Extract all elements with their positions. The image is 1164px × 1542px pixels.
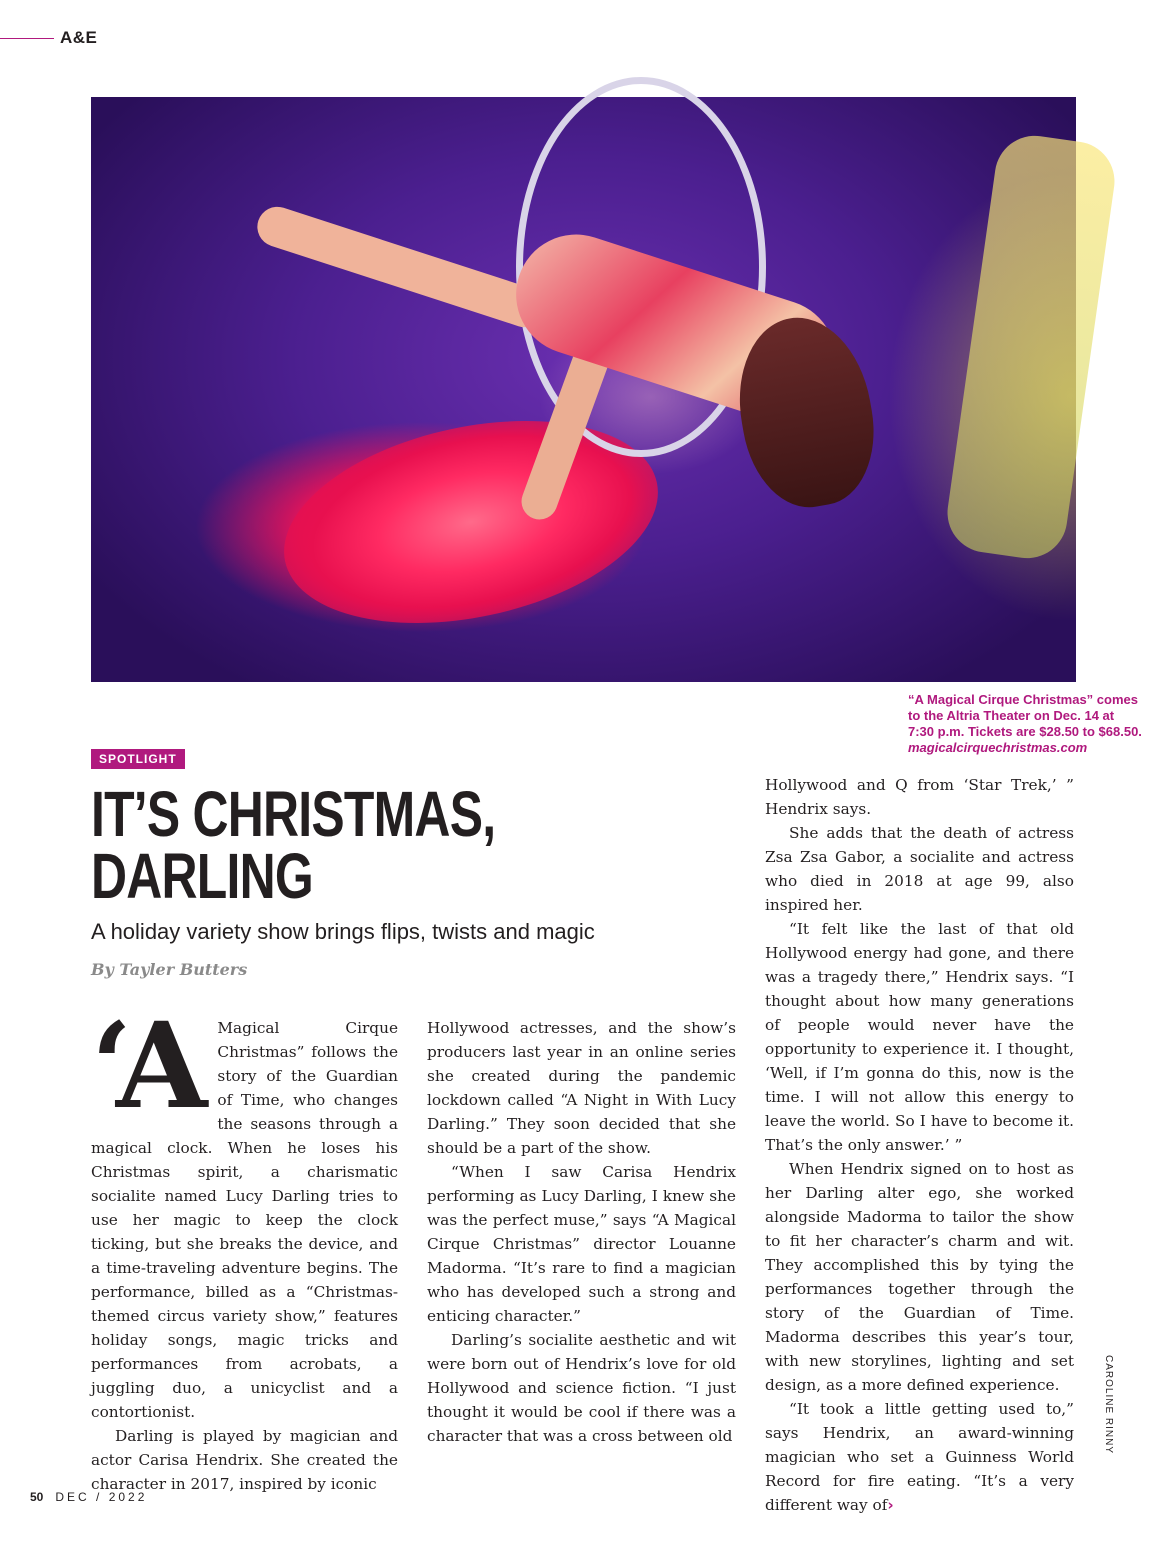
issue-date: DEC / 2022 xyxy=(55,1490,148,1504)
article-paragraph: Hollywood and Q from ‘Star Trek,’ ” Hendrix says. xyxy=(765,776,1074,818)
continue-arrow-icon[interactable]: › xyxy=(887,1496,894,1514)
section-rule xyxy=(0,38,54,39)
hero-photo xyxy=(91,97,1142,755)
caption-line: to the Altria Theater on Dec. 14 at xyxy=(908,708,1115,723)
dek: A holiday variety show brings flips, twists and magic xyxy=(91,919,595,944)
photo-caption xyxy=(898,685,1152,765)
article-paragraph: “It felt like the last of that old Hollywood energy had gone, and there was a tragedy there,” Hendrix says. “I thought about how many generations of people would never have the opportunity to experience it. I thought, ‘Well, if I’m gonna do this, now is the time. I will not allow this energy to leave the world. So I have to become it. That’s the only answer.’ ” xyxy=(765,920,1074,1154)
drop-cap: ‘A xyxy=(91,996,208,1135)
headline-line: DARLING xyxy=(91,840,313,912)
page-folio xyxy=(30,1490,147,1504)
article-paragraph: “When I saw Carisa Hendrix performing as Lucy Darling, I knew she was the perfect muse,” says “A Magical Cirque Christmas” director Louanne Madorma. “It’s rare to find a magician who has developed such a strong and enticing character.” xyxy=(427,1163,736,1325)
article-paragraph: She adds that the death of actress Zsa Zsa Gabor, a socialite and actress who died in 2018 at age 99, also inspired her. xyxy=(765,824,1074,914)
paragraph-text: Magical Cirque Christmas” follows the story of the Guardian of Time, who changes the seasons through a magical clock. When he loses his Christmas spirit, a charismatic socialite named Lucy Darling tries to use her magic to keep the clock ticking, but she breaks the device, and a time-traveling adventure begins. The performance, billed as a “Christmas-themed circus variety show,” features holiday songs, magic tricks and performances from acrobats, a juggling duo, a unicyclist and a contortionist. xyxy=(91,1019,398,1421)
article-paragraph xyxy=(765,1397,1074,1517)
caption-url[interactable]: magicalcirquechristmas.com xyxy=(908,740,1088,755)
caption-line: “A Magical Cirque Christmas” comes xyxy=(908,692,1138,707)
page-number: 50 xyxy=(30,1490,44,1504)
article-column-2 xyxy=(427,1016,736,1448)
caption-line: 7:30 p.m. Tickets are $28.50 to $68.50. xyxy=(908,724,1142,739)
article-paragraph: When Hendrix signed on to host as her Darling alter ego, she worked alongside Madorma to tailor the show to fit her character’s charm and wit. They accomplished this by tying the performances together through the story of the Guardian of Time. Madorma describes this year’s tour, with new storylines, lighting and set design, as a more defined experience. xyxy=(765,1160,1074,1394)
article-paragraph xyxy=(91,996,398,1424)
headline-line: IT’S CHRISTMAS, xyxy=(91,778,496,850)
section-label: A&E xyxy=(60,28,98,47)
paragraph-text: “It took a little getting used to,” says Hendrix, an award-winning magician who set a Guinness World Record for fire eating. “It’s a very different way of xyxy=(765,1400,1074,1514)
article-paragraph: Darling is played by magician and actor Carisa Hendrix. She created the character in 2017, inspired by iconic xyxy=(91,1427,398,1493)
article-paragraph: Darling’s socialite aesthetic and wit were born out of Hendrix’s love for old Hollywood and science fiction. “I just thought it would be cool if there was a character that was a cross between old xyxy=(427,1331,736,1445)
background-sign xyxy=(942,131,1119,564)
byline: By Tayler Butters xyxy=(91,960,248,979)
article-paragraph: Hollywood actresses, and the show’s producers last year in an online series she created during the pandemic lockdown called “A Night in With Lucy Darling.” They soon decided that she should be a part of the show. xyxy=(427,1019,736,1157)
article-column-1 xyxy=(91,996,398,1496)
photo-credit: CAROLINE RINNY xyxy=(1103,1355,1114,1455)
kicker-badge: SPOTLIGHT xyxy=(91,749,185,769)
performer-leg xyxy=(252,202,550,333)
headline xyxy=(91,778,590,912)
article-column-3 xyxy=(765,773,1074,1517)
